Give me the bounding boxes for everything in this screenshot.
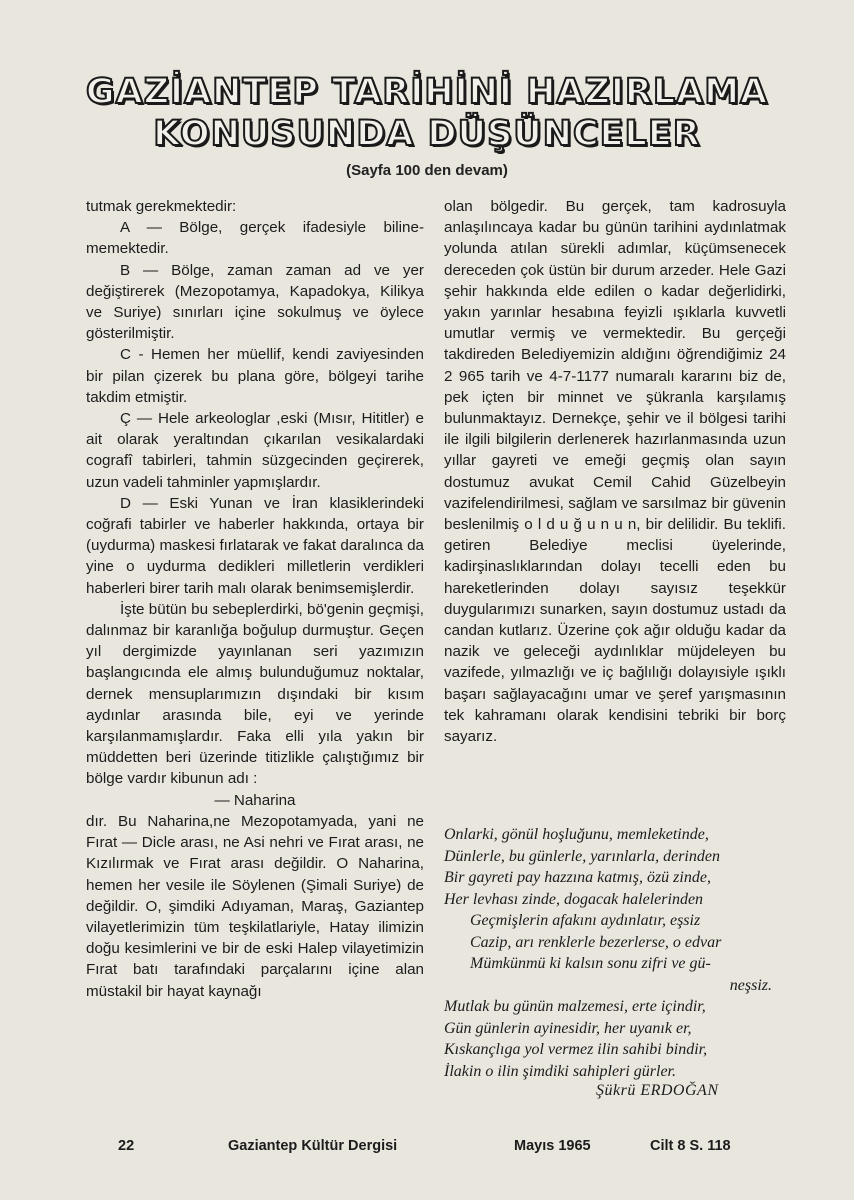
poem-line: Geçmişlerin afakını aydınlatır, eşsiz <box>470 912 701 929</box>
article-title-line2: KONUSUNDA DÜŞÜNCELER <box>153 114 701 154</box>
paragraph: B — Bölge, zaman zaman ad ve yer değiştirerek (Mezopotamya, Kapadokya, Kilikya ve Suriye) sınırları içine sokulmuş ve öylece gösterilmiştir. <box>86 261 424 343</box>
poem-line: Cazip, arı renklerle bezerlerse, o edvar <box>470 933 722 951</box>
paragraph: olan bölgedir. Bu gerçek, tam kadrosuyla anlaşılıncaya kadar bu günün tarihini aydınlatmak yolunda atılan sürekli adımlar, küçümsenecek dereceden çok üstün bir durum arzeder. Hele Gazi şehir hakkında elde edilen o kadar değerlidirki, yakın yarınlar hesabına feyizli ışıklarla kuvvetli umutlar vermiş ve vermektedir. Bu gerçeği takdireden Belediyemizin aldığını öğrendiğimiz 24 2 965 tarih ve 4-7-1177 numaralı kararını biz de, pek içten bir minnet ve şükranla karşılamış bulunmaktayız. Dernekçe, şehir ve il bölgesi tarihi ile ilgili bilgilerin derlenerek hazırlanmasında uzun yıllar gayreti ve emeği geçmiş olan sayın dostumuz avukat Cemil Cahid Güzelbeyin vazifelendirilmesi, sağlam ve sarsılmaz bir güvenin beslenilmiş o l d u ğ u n u n, bir delilidir. Bu teklifi. getiren Belediye meclisi üyelerinde, kadirşinaslıklarından dolayı tecelli eden bu hareketlerinden dolayı sayısız teşekkür duygularımızı sunarken, sayın dostumuz ustadı da candan kutlarız. Üzerine çok ağır olduğu kadar da nazik ve geleceği aydınlıklar müjdeleyen bu vazifede, yılmazlığı ve iç bağlılığı dolayısiyle ışıklı başarı sağlayacağını umar ve şeref yarışmasının tek kahramanı olarak kendisini tebriki bir borç sayarız. <box>444 198 786 746</box>
poem-line: Mümkünmü ki kalsın sonu zifri ve gü- <box>470 955 711 972</box>
issue-date: Mayıs 1965 <box>514 1138 591 1154</box>
poem-line: Gün günlerin ayinesidir, her uyanık er, <box>444 1019 692 1037</box>
page-number: 22 <box>118 1138 135 1154</box>
poem-line: Kıskançlıga yol vermez ilin sahibi bindir, <box>444 1041 708 1058</box>
journal-name: Gaziantep Kültür Dergisi <box>228 1138 398 1154</box>
poem-line: Bir gayreti pay hazzına katmış, özü zinde, <box>444 869 711 886</box>
poem-line: Her levhası zinde, dogacak halelerinden <box>444 890 704 908</box>
paragraph: C - Hemen her müellif, kendi zaviyesinden bir pilan çizerek bu plana göre, bölgeyi tarihe takdim etmiştir. <box>86 346 424 406</box>
paragraph: İşte bütün bu sebeplerdirki, bö'genin geçmişi, dalınmaz bir karanlığa boğulup durmuştur. Geçen yıl dergimizde yayınlanan seri yazımızın başlangıcında ele almış bulunduğumuz noktalar, dernek mensuplarımızın dışındaki bir kısım aydınlar arasında bile, eyi ve yerinde karşılanmamışlardır. Faka elli yıla yakın bir müddetten beri üzerinde titizlikle çalıştığımız bir bölge vardır kibunun adı : <box>86 600 424 788</box>
author-signature: Şükrü ERDOĞAN <box>596 1082 719 1099</box>
left-column <box>86 196 424 1002</box>
poem <box>444 824 794 1082</box>
poem-line: Mutlak bu günün malzemesi, erte içindir, <box>444 998 706 1015</box>
paragraph: tutmak gerekmektedir: <box>86 198 237 215</box>
paragraph: D — Eski Yunan ve İran klasiklerindeki coğrafi tabirler ve haberler hakkında, ortaya bir (uydurma) maskesi fırlatarak ve fakat daralınca da yine o uydurma dedikleri milletlerin verdikleri haberleri birer tarih malı olarak benimsemişlerdir. <box>86 494 424 597</box>
article-title-line1: GAZİANTEP TARİHİNİ HAZIRLAMA <box>85 72 769 112</box>
poem-line: Dünlerle, bu günlerle, yarınlarla, derinden <box>444 847 720 865</box>
right-column <box>444 196 786 747</box>
paragraph-heading: — Naharina <box>214 791 296 809</box>
volume-issue: Cilt 8 S. 118 <box>650 1138 731 1154</box>
paragraph: dır. Bu Naharina,ne Mezopotamyada, yani ne Fırat — Dicle arası, ne Asi nehri ve Fırat arası, ne Kızılırmak ve Fırat arası değildir. O Naharina, hemen her vesile ile Söylenen (Şimali Suriye) de değildir. O, şimdiki Adıyaman, Maraş, Gaziantep vilayetlerimizin tüm teşkilatlariyle, Hatay ilimizin doğu kesimlerini ve bir de eski Halep vilayetimizin Fırat batı tarafındaki parçalarını içine alan müstakil bir hayat kaynağı <box>86 812 424 1000</box>
continuation-note: (Sayfa 100 den devam) <box>346 162 508 179</box>
poem-line: neşsiz. <box>729 976 772 994</box>
paragraph: A — Bölge, gerçek ifadesiyle biline-memektedir. <box>86 219 424 258</box>
poem-line: Onlarki, gönül hoşluğunu, memleketinde, <box>444 826 709 843</box>
poem-line: İlakin o ilin şimdiki sahipleri gürler. <box>444 1062 676 1080</box>
paragraph: Ç — Hele arkeologlar ,eski (Mısır, Hititler) e ait olarak yeraltından çıkarılan vesikalardaki cografî tabirleri, tahmin süzgecinden geçirerek, uzun vadeli tahminler yapmışlardır. <box>86 410 424 491</box>
